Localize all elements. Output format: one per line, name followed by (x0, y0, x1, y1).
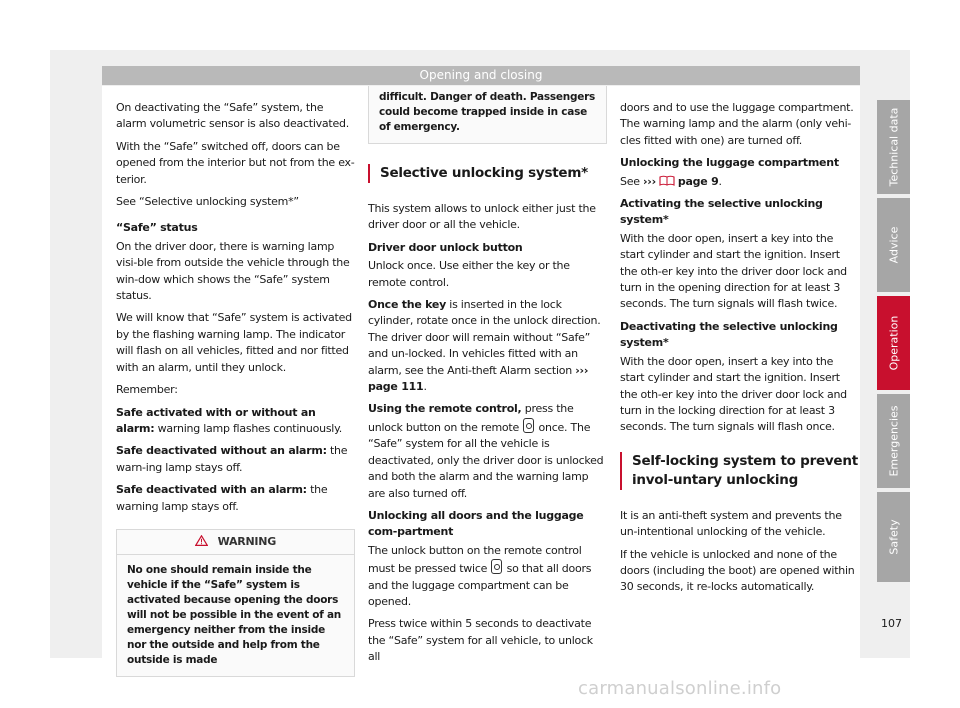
column-2 (368, 91, 607, 672)
paragraph: With the door open, insert a key into the start cylinder and start the ignition. Insert the oth-er key into the driver door lock and turn in the locking direction for at least 3 seconds. The turn signals will flash once. (620, 354, 847, 434)
paragraph: Once the key is inserted in the lock cylinder, rotate once in the unlock direction. The driver door will remain without “Safe” and un-locked. In vehicles fitted with an alarm, see the Anti-theft Alarm section ››› page 111. (368, 298, 601, 394)
column-3 (620, 100, 859, 602)
tab-operation[interactable]: Operation (877, 296, 910, 390)
warning-header: WARNING (117, 530, 354, 555)
paragraph: On the driver door, there is warning lamp visi-ble from outside the vehicle through the win-dow which shows the “Safe” system status. (116, 239, 350, 303)
subheading: Unlocking the luggage compartment (620, 156, 839, 170)
paragraph: Remember: (116, 383, 178, 397)
paragraph: Press twice within 5 seconds to deactivate the “Safe” system for all vehicle, to unlock all (368, 617, 593, 664)
warning-triangle-icon (195, 535, 212, 548)
tab-technical-data[interactable]: Technical data (877, 100, 910, 194)
tab-emergencies[interactable]: Emergencies (877, 394, 910, 488)
paragraph: It is an anti-theft system and prevents the un-intentional unlocking of the vehicle. (620, 508, 842, 539)
watermark: carmanualsonline.info (578, 678, 782, 699)
subheading: “Safe” status (116, 221, 198, 235)
paragraph: With the “Safe” switched off, doors can be opened from the interior but not from the ex-terior. (116, 139, 355, 186)
page-number: 107 (881, 617, 902, 630)
list-item: Safe activated with or without an alarm: warning lamp flashes continuously. (116, 405, 343, 435)
paragraph: This system allows to unlock either just the driver door or all the vehicle. (368, 202, 596, 232)
paragraph: See ››› page 9. (620, 174, 722, 188)
tab-safety[interactable]: Safety (877, 492, 910, 582)
subheading: Unlocking all doors and the luggage com-partment (368, 508, 584, 539)
paragraph: On deactivating the “Safe” system, the alarm volumetric sensor is also deactivated. (116, 101, 349, 131)
paragraph: With the door open, insert a key into the start cylinder and start the ignition. Insert the oth-er key into the driver door lock and turn in the opening direction for at least 3 seconds. The turn signals will flash twice. (620, 231, 847, 311)
page-link[interactable]: page 9 (677, 174, 719, 188)
warning-box (116, 529, 355, 677)
paragraph: See “Selective unlocking system*” (116, 195, 299, 209)
warning-text: No one should remain inside the vehicle if the “Safe” system is activated because opening the doors will not be possible in the event of an emergency neither from the inside nor the outside and help from the outside is made (127, 563, 342, 666)
book-icon (659, 175, 675, 186)
list-item: Safe deactivated with an alarm: the warning lamp stays off. (116, 483, 328, 513)
list-item: Safe deactivated without an alarm: the warn-ing lamp stays off. (116, 444, 348, 474)
paragraph: Using the remote control, press the unlock button on the remote once. The “Safe” system for all the vehicle is deactivated, only the driver door is unlocked and both the alarm and the warning lamp are also turned off. (368, 402, 604, 500)
column-1 (116, 100, 355, 677)
paragraph: doors and to use the luggage compartment. The warning lamp and the alarm (only vehi-cles fitted with one) are turned off. (620, 101, 854, 147)
subheading: Activating the selective unlocking system* (620, 197, 823, 227)
paragraph: Unlock once. Use either the key or the remote control. (368, 259, 570, 289)
paragraph: The unlock button on the remote control must be pressed twice so that all doors and the luggage compartment can be opened. (368, 543, 592, 608)
section-title: Selective unlocking system* (368, 164, 607, 183)
paragraph: If the vehicle is unlocked and none of the doors (including the boot) are opened within 30 seconds, it re-locks automatically. (620, 547, 855, 594)
subheading: Driver door unlock button (368, 240, 523, 254)
warning-continued: difficult. Danger of death. Passengers could become trapped inside in case of emergency. (368, 86, 607, 144)
subheading: Deactivating the selective unlocking system* (620, 319, 838, 350)
remote-unlock-key-icon (523, 418, 534, 433)
tab-advice[interactable]: Advice (877, 198, 910, 292)
section-title: Self-locking system to prevent invol-untary unlocking (620, 452, 859, 490)
paragraph: We will know that “Safe” system is activated by the flashing warning lamp. The indicator will flash on all vehicles, fitted and nor fitted with an alarm, until they unlock. (116, 311, 352, 374)
page-header: Opening and closing (102, 66, 860, 85)
page-link[interactable]: page 111 (368, 380, 424, 394)
page-content (102, 86, 860, 666)
remote-unlock-key-icon (491, 559, 502, 574)
